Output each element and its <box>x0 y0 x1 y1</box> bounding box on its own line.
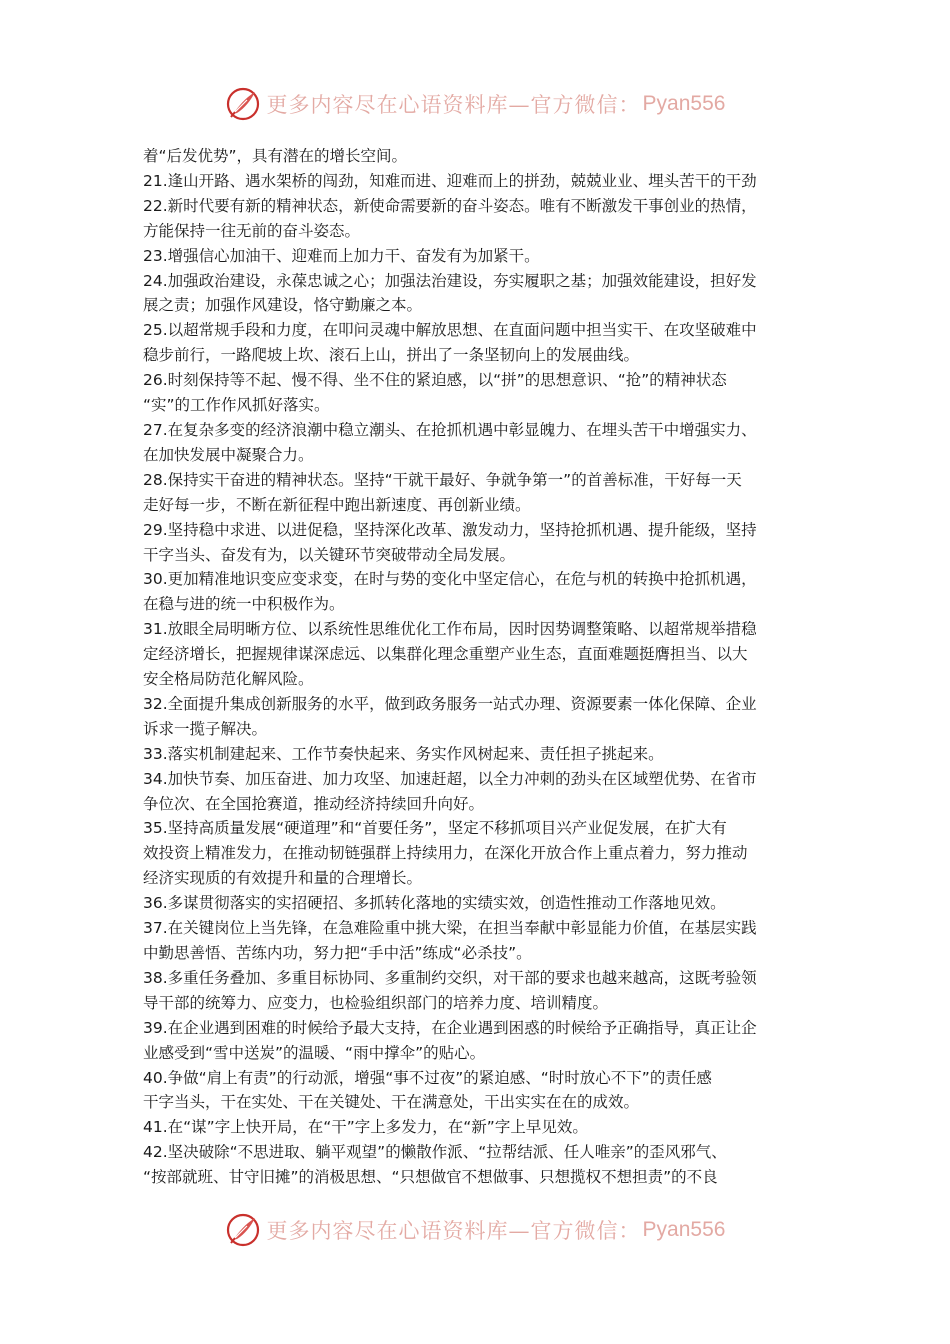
text-line: 在稳与进的统一中积极作为。 <box>143 595 345 614</box>
text-line: 37.在关键岗位上当先锋，在急难险重中挑大梁，在担当奉献中彰显能力价值，在基层实践 <box>143 919 757 938</box>
text-line: 22.新时代要有新的精神状态，新使命需要新的奋斗姿态。唯有不断激发干事创业的热情， <box>143 196 757 215</box>
text-line: 38.多重任务叠加、多重目标协同、多重制约交织，对干部的要求也越来越高，这既考验领 <box>143 968 757 987</box>
footer-watermark-banner <box>0 1208 950 1252</box>
watermark-text: 更多内容尽在心语资料库—官方微信： <box>266 1219 641 1243</box>
text-line: 29.坚持稳中求进、以进促稳，坚持深化改革、激发动力，坚持抢抓机遇、提升能级，坚持 <box>143 520 757 539</box>
header-watermark-banner <box>0 82 950 126</box>
wechat-id: Pyan556 <box>642 1218 726 1241</box>
feather-pen-logo-icon <box>225 1212 261 1248</box>
text-line: 23.增强信心加油干、迎难而上加力干、奋发有为加紧干。 <box>143 246 540 265</box>
text-line: 42.坚决破除“不思进取、躺平观望”的懒散作派、“拉帮结派、任人唯亲”的歪风邪气、 <box>143 1143 727 1162</box>
text-line: 32.全面提升集成创新服务的水平，做到政务服务一站式办理、资源要素一体化保障、企业 <box>143 694 757 713</box>
text-line: 41.在“谋”字上快开局，在“干”字上多发力，在“新”字上早见效。 <box>143 1118 588 1137</box>
text-line: 30.更加精准地识变应变求变，在时与势的变化中坚定信心，在危与机的转换中抢抓机遇， <box>143 570 757 589</box>
text-line: 定经济增长，把握规律谋深虑远、以集群化理念重塑产业生态，直面难题挺膺担当、以大 <box>143 645 748 664</box>
text-line: 40.争做“肩上有责”的行动派，增强“事不过夜”的紧迫感、“时时放心不下”的责任感 <box>143 1068 712 1087</box>
text-line: 经济实现质的有效提升和量的合理增长。 <box>143 869 423 888</box>
text-line: 39.在企业遇到困难的时候给予最大支持，在企业遇到困惑的时候给予正确指导，真正让企 <box>143 1018 757 1037</box>
text-line: 33.落实机制建起来、工作节奏快起来、务实作风树起来、责任担子挑起来。 <box>143 744 664 763</box>
text-line: 业感受到“雪中送炭”的温暖、“雨中撑伞”的贴心。 <box>143 1043 486 1062</box>
text-line: 争位次、在全国抢赛道，推动经济持续回升向好。 <box>143 794 485 813</box>
text-line: 干字当头，干在实处、干在关键处、干在满意处，干出实实在在的成效。 <box>143 1093 640 1112</box>
text-line: 26.时刻保持等不起、慢不得、坐不住的紧迫感，以“拼”的思想意识、“抢”的精神状态 <box>143 371 727 390</box>
text-line: 25.以超常规手段和力度，在叩问灵魂中解放思想、在直面问题中担当实干、在攻坚破难中 <box>143 321 757 340</box>
text-line: 安全格局防范化解风险。 <box>143 670 314 689</box>
text-line: 28.保持实干奋进的精神状态。坚持“干就干最好、争就争第一”的首善标准，干好每一天 <box>143 470 742 489</box>
text-line: 31.放眼全局明晰方位、以系统性思维优化工作布局，因时因势调整策略、以超常规举措稳 <box>143 620 757 639</box>
text-line: 效投资上精准发力，在推动韧链强群上持续用力，在深化开放合作上重点着力，努力推动 <box>143 844 748 863</box>
text-line: 21.逢山开路、遇水架桥的闯劲，知难而进、迎难而上的拼劲，兢兢业业、埋头苦干的干劲 <box>143 171 757 190</box>
document-body <box>143 144 813 1190</box>
text-line: 稳步前行，一路爬坡上坎、滚石上山，拼出了一条坚韧向上的发展曲线。 <box>143 346 640 365</box>
text-line: 着“后发优势”，具有潜在的增长空间。 <box>143 147 408 165</box>
text-line: “实”的工作作风抓好落实。 <box>143 396 330 415</box>
watermark-text: 更多内容尽在心语资料库—官方微信： <box>266 93 641 117</box>
text-line: 干字当头、奋发有为，以关键环节突破带动全局发展。 <box>143 545 516 564</box>
text-line: 诉求一揽子解决。 <box>143 719 268 738</box>
text-line: 展之责；加强作风建设，恪守勤廉之本。 <box>143 296 423 315</box>
feather-pen-logo-icon <box>225 86 261 122</box>
text-line: 34.加快节奏、加压奋进、加力攻坚、加速赶超，以全力冲刺的劲头在区域塑优势、在省市 <box>143 769 757 788</box>
text-line: 中勤思善悟、苦练内功，努力把“手中活”练成“必杀技”。 <box>143 944 532 962</box>
text-line: 导干部的统筹力、应变力，也检验组织部门的培养力度、培训精度。 <box>143 993 609 1012</box>
text-line: “按部就班、甘守旧摊”的消极思想、“只想做官不想做事、只想揽权不想担责”的不良 <box>143 1168 718 1187</box>
text-line: 方能保持一往无前的奋斗姿态。 <box>143 221 361 240</box>
text-line: 24.加强政治建设，永葆忠诚之心；加强法治建设，夯实履职之基；加强效能建设，担好发 <box>143 271 757 290</box>
text-line: 36.多谋贯彻落实的实招硬招、多抓转化落地的实绩实效，创造性推动工作落地见效。 <box>143 894 726 913</box>
text-line: 走好每一步，不断在新征程中跑出新速度、再创新业绩。 <box>143 495 531 514</box>
wechat-id: Pyan556 <box>642 92 726 115</box>
text-line: 在加快发展中凝聚合力。 <box>143 445 314 464</box>
text-line: 27.在复杂多变的经济浪潮中稳立潮头、在抢抓机遇中彰显魄力、在埋头苦干中增强实力、 <box>143 420 757 439</box>
text-line: 35.坚持高质量发展“硬道理”和“首要任务”，坚定不移抓项目兴产业促发展，在扩大有 <box>143 819 727 838</box>
